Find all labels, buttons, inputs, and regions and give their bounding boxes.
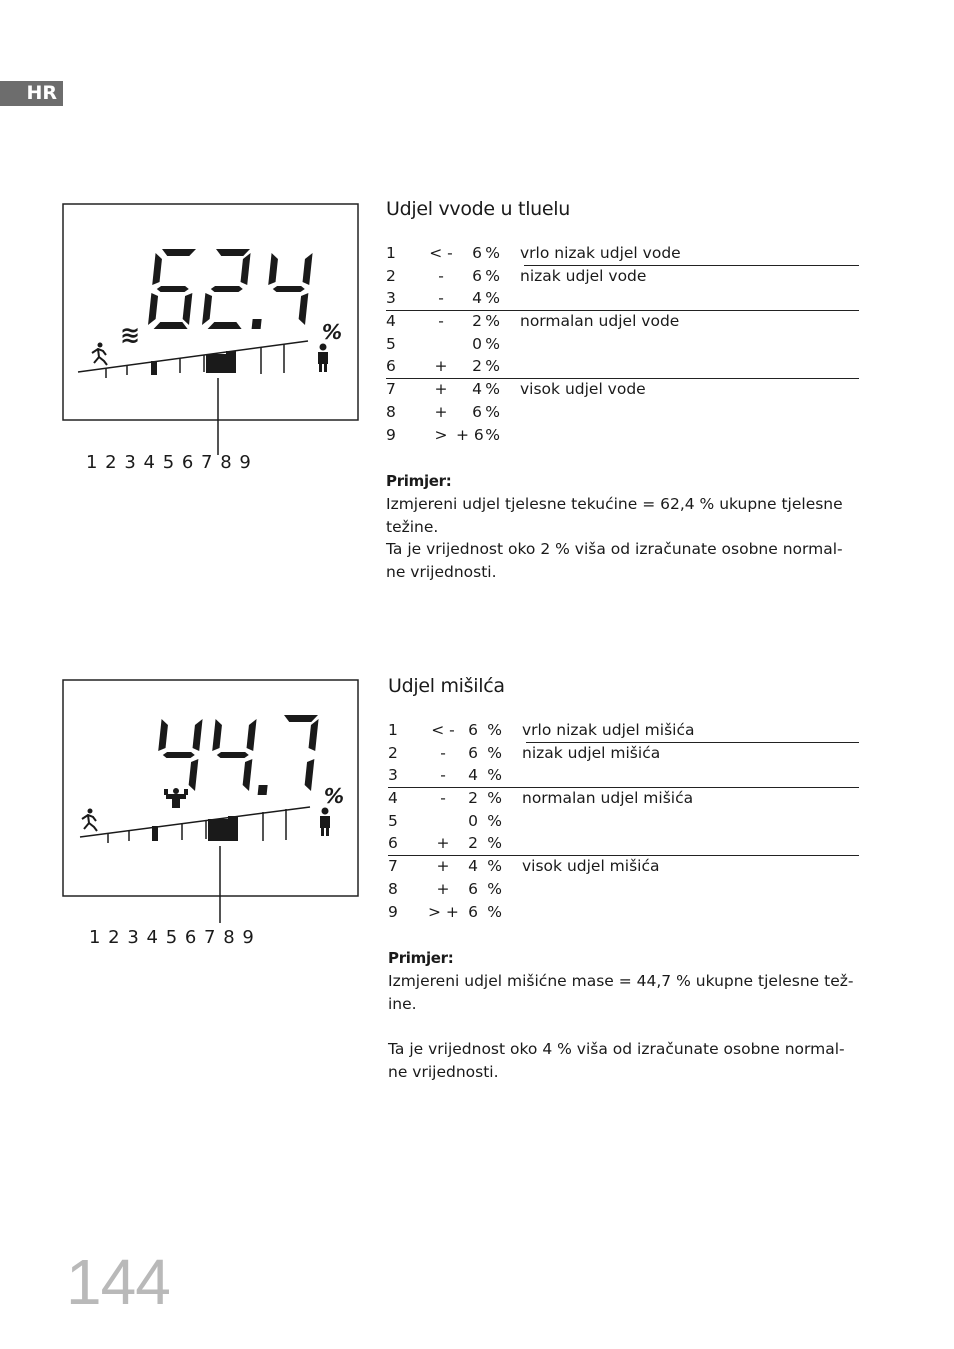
table-row: 9 > + 6 %: [386, 425, 500, 444]
scale-numbers: 1 2 3 4 5 6 7 8 9: [86, 452, 251, 473]
section-water: [386, 198, 859, 584]
table-row: 4 - 2 % normalan udjel mišića: [388, 787, 859, 810]
scale-bar: [80, 807, 310, 843]
example-text: [388, 1015, 859, 1038]
range-table: [386, 242, 859, 446]
example-text: Ta je vrijednost oko 2 % viša od izračunate osobne normal-ne vrijednosti.: [386, 540, 843, 581]
section-muscle: [388, 675, 859, 1083]
example-block: [388, 947, 859, 1083]
example-title: Primjer:: [386, 472, 452, 491]
example-text: Izmjereni udjel tjelesne tekućine = 62,4 % ukupne tjelesne težine.: [386, 494, 843, 536]
range-table: [388, 719, 859, 923]
athlete-icon: [92, 343, 107, 366]
language-tab: HR: [0, 81, 63, 106]
percent-sign: %: [322, 320, 343, 344]
table-row: 5 0 %: [388, 811, 502, 830]
table-row: 7 + 4 % visok udjel mišića: [388, 855, 859, 878]
percent-sign: %: [324, 784, 345, 808]
person-icon: [318, 344, 328, 373]
person-icon: [320, 808, 330, 837]
table-row: 8 + 6 %: [388, 879, 502, 898]
water-waves-icon: ≋: [120, 321, 141, 349]
lcd-display-muscle: [62, 679, 360, 943]
lcd-digits: [154, 715, 319, 795]
table-row: 5 0 %: [386, 334, 500, 353]
page-number: 144: [66, 1246, 170, 1318]
example-block: [386, 470, 859, 584]
lcd-display-water: [62, 203, 360, 467]
muscle-icon: [164, 788, 188, 808]
athlete-icon: [82, 809, 97, 832]
table-row: 6 + 2 %: [388, 834, 502, 853]
table-row: 4 - 2 % normalan udjel vode: [386, 310, 859, 333]
table-row: 6 + 2 %: [386, 357, 500, 376]
table-row: 2 - 6 % nizak udjel mišića: [388, 743, 661, 762]
section-title: Udjel mišilća: [388, 675, 505, 697]
scale-numbers: 1 2 3 4 5 6 7 8 9: [89, 927, 254, 948]
section-title: Udjel vvode u tluelu: [386, 198, 571, 220]
example-text: Ta je vrijednost oko 4 % viša od izračunate osobne normal-ne vrijednosti.: [388, 1039, 845, 1081]
table-row: 2 - 6 % nizak udjel vode: [386, 266, 647, 285]
table-row: 7 + 4 % visok udjel vode: [386, 378, 859, 401]
scale-bar: [78, 341, 308, 378]
table-row: 1 < - 6 % vrlo nizak udjel vode: [386, 242, 859, 265]
lcd-digits: [148, 249, 313, 329]
table-row: 3 - 4 %: [388, 766, 502, 785]
example-title: Primjer:: [388, 949, 454, 968]
table-row: 8 + 6 %: [386, 402, 500, 421]
table-row: 1 < - 6 % vrlo nizak udjel mišića: [388, 719, 859, 742]
table-row: 9 > + 6 %: [388, 902, 502, 921]
example-text: Izmjereni udjel mišićne mase = 44,7 % ukupne tjelesne tež-ine.: [388, 971, 854, 1013]
table-row: 3 - 4 %: [386, 289, 500, 308]
